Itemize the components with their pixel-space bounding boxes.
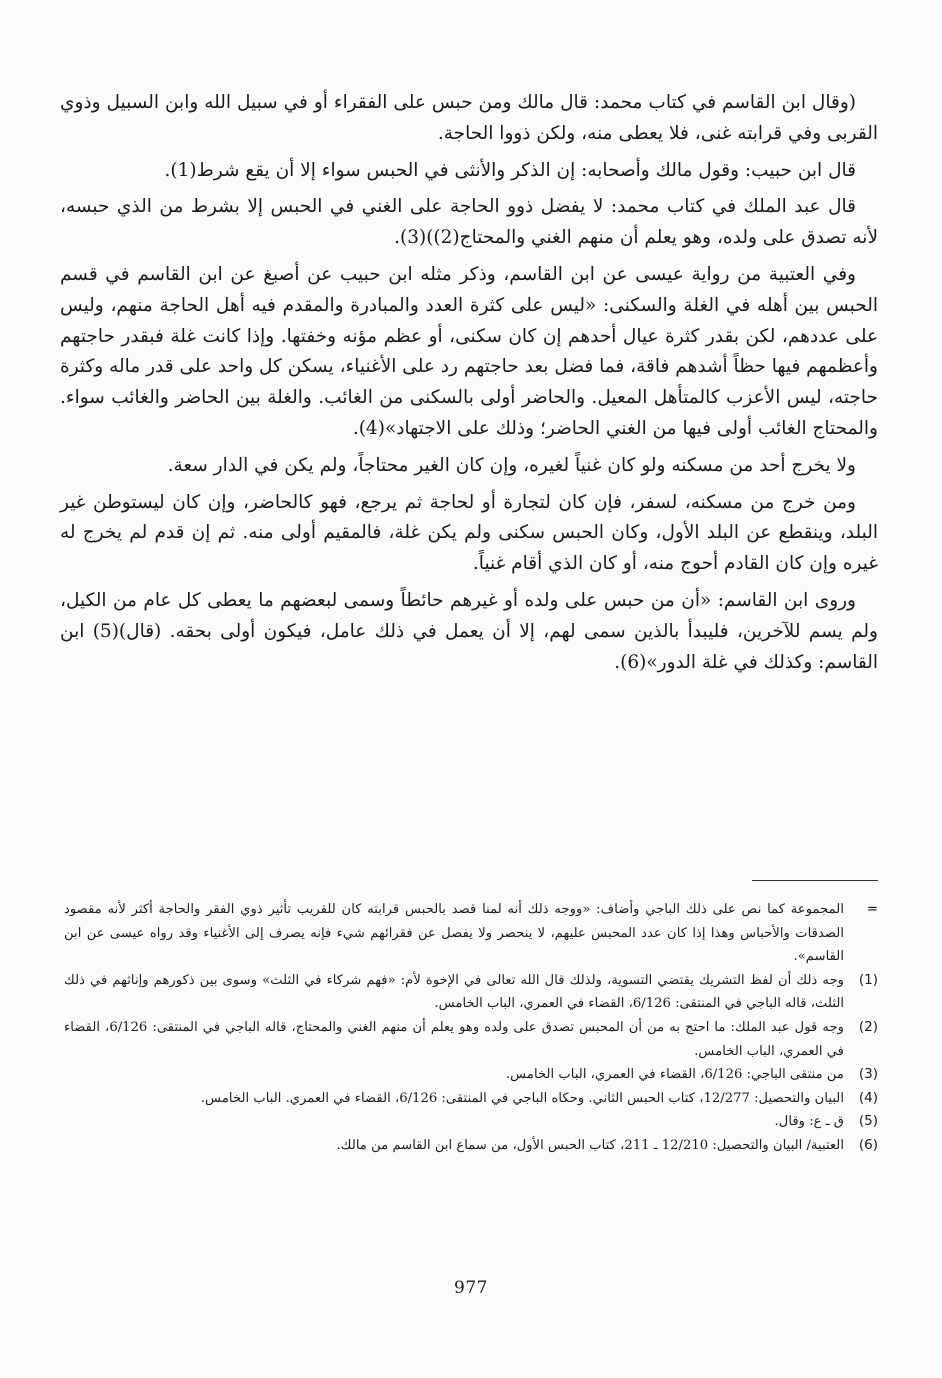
footnote-text: البيان والتحصيل: 12/277، كتاب الحبس الثاني. وحكاه الباجي في المنتقى: 6/126، القضاء في العمري. الباب الخامس. <box>200 1090 844 1106</box>
footnote <box>60 898 878 969</box>
paragraph: ولا يخرج أحد من مسكنه ولو كان غنياً لغيره، وإن كان الغير محتاجاً، ولم يكن في الدار سعة. <box>167 454 856 476</box>
footnote-mark: (3) <box>858 1066 878 1083</box>
footnote <box>60 1134 878 1158</box>
footnote-text: العتبية/ البيان والتحصيل: 12/210 ـ 211، كتاب الحبس الأول، من سماع ابن القاسم من مالك. <box>336 1137 844 1153</box>
paragraph: وفي العتبية من رواية عيسى عن ابن القاسم، وذكر مثله ابن حبيب عن أصبغ عن ابن القاسم في قسم الحبس بين أهله في الغلة والسكنى: «ليس على كثرة العدد والمبادرة والمقدم فيه أهل الحاجة منهم، وليس على عددهم، لكن بقدر كثرة عيال أحدهم إن كان سكنى، أو عظم مؤنه وخفتها. وإذا كانت غلة فبقدر حاجتهم وأعظمهم فيها حظاً أشدهم فاقة، فما فضل بعد حاجتهم رد على الأغنياء، يسكن كل واحد على قدر ماله وكثرة حاجته، ليس الأعزب كالمتأهل المعيل. والحاضر أولى بالسكنى من الغائب. والغلة بين الحاضر والغائب سواء. والمحتاج الغائب أولى فيها من الغني الحاضر؛ وذلك على الاجتهاد»(4). <box>60 263 878 439</box>
paragraph: ومن خرج من مسكنه، لسفر، فإن كان لتجارة أو لحاجة ثم يرجع، فهو كالحاضر، وإن كان ليستوطن غير البلد، وينقطع عن البلد الأول، وكان الحبس سكنى ولم يكن غلة، فالمقيم أولى منه. ثم إن قدم لم يخرج له غيره وإن كان القادم أحوج منه، أو كان الذي أقام غنياً. <box>60 491 878 575</box>
footnote-mark: (1) <box>858 971 878 988</box>
footnote-mark: (5) <box>858 1113 878 1130</box>
main-text <box>60 88 878 684</box>
footnote-mark: (4) <box>858 1089 878 1106</box>
footnote <box>60 1087 878 1111</box>
footnote-text: وجه ذلك أن لفظ التشريك يقتضي التسوية، ولذلك قال الله تعالى في الإخوة لأم: «فهم شركاء في الثلث» وسوى بين ذكورهم وإناثهم في ذلك الثلث، قاله الباجي في المنتقى: 6/126، القضاء في العمري، الباب الخامس. <box>64 972 844 1012</box>
paragraph: وروى ابن القاسم: «أن من حبس على ولده أو غيرهم حائطاً وسمى لبعضهم ما يعطى كل عام من الكيل، ولم يسم للآخرين، فليبدأ بالذين سمى لهم، إلا أن يعمل في ذلك عامل، فيكون أولى بحقه. (قال)(5) ابن القاسم: وكذلك في غلة الدور»(6). <box>60 589 878 673</box>
footnote <box>60 1110 878 1134</box>
footnote-text: المجموعة كما نص على ذلك الباجي وأضاف: «ووجه ذلك أنه لمنا قصد بالحبس قرابته كان للقريب تأثير ذوي الفقر والحاجة أكثر لأنه مقصود الصدقات والأحباس وهذا إذا كان عدد المحبس عليهم، لا ينحصر ولا يفصل عن فقرائهم شيء فإنه يصرف إلى الأغنياء وقد رواه عيسى عن ابن القاسم». <box>64 902 844 965</box>
footnote-mark: = <box>866 901 878 917</box>
footnote-mark: (6) <box>858 1136 878 1153</box>
footnote-text: من منتقى الباجي: 6/126، القضاء في العمري، الباب الخامس. <box>505 1067 844 1083</box>
footnote-text: ق ـ ع: وقال. <box>774 1114 844 1130</box>
paragraph: قال عبد الملك في كتاب محمد: لا يفضل ذوو الحاجة على الغني في الحبس إلا بشرط من الذي حبسه، لأنه تصدق على ولده، وهو يعلم أن منهم الغني والمحتاج(2))(3). <box>60 196 878 249</box>
paragraph: (وقال ابن القاسم في كتاب محمد: قال مالك ومن حبس على الفقراء أو في سبيل الله وابن السبيل وذوي القربى وفي قرابته غنى، فلا يعطى منه، ولكن ذووا الحاجة. <box>60 92 878 144</box>
footnote-text: وجه قول عبد الملك: ما احتج به من أن المحبس تصدق على ولده وهو يعلم أن منهم الغني والمحتاج، قاله الباجي في المنتقى: 6/126، القضاء في العمري، الباب الخامس. <box>64 1019 844 1059</box>
page-number: 977 <box>454 1278 488 1298</box>
footnote-separator <box>752 880 878 881</box>
footnote <box>60 969 878 1016</box>
paragraph: قال ابن حبيب: وقول مالك وأصحابه: إن الذكر والأنثى في الحبس سواء إلا أن يقع شرط(1). <box>164 159 856 181</box>
footnotes <box>60 898 878 1158</box>
footnote <box>60 1016 878 1063</box>
footnote <box>60 1063 878 1087</box>
footnote-mark: (2) <box>858 1018 878 1035</box>
